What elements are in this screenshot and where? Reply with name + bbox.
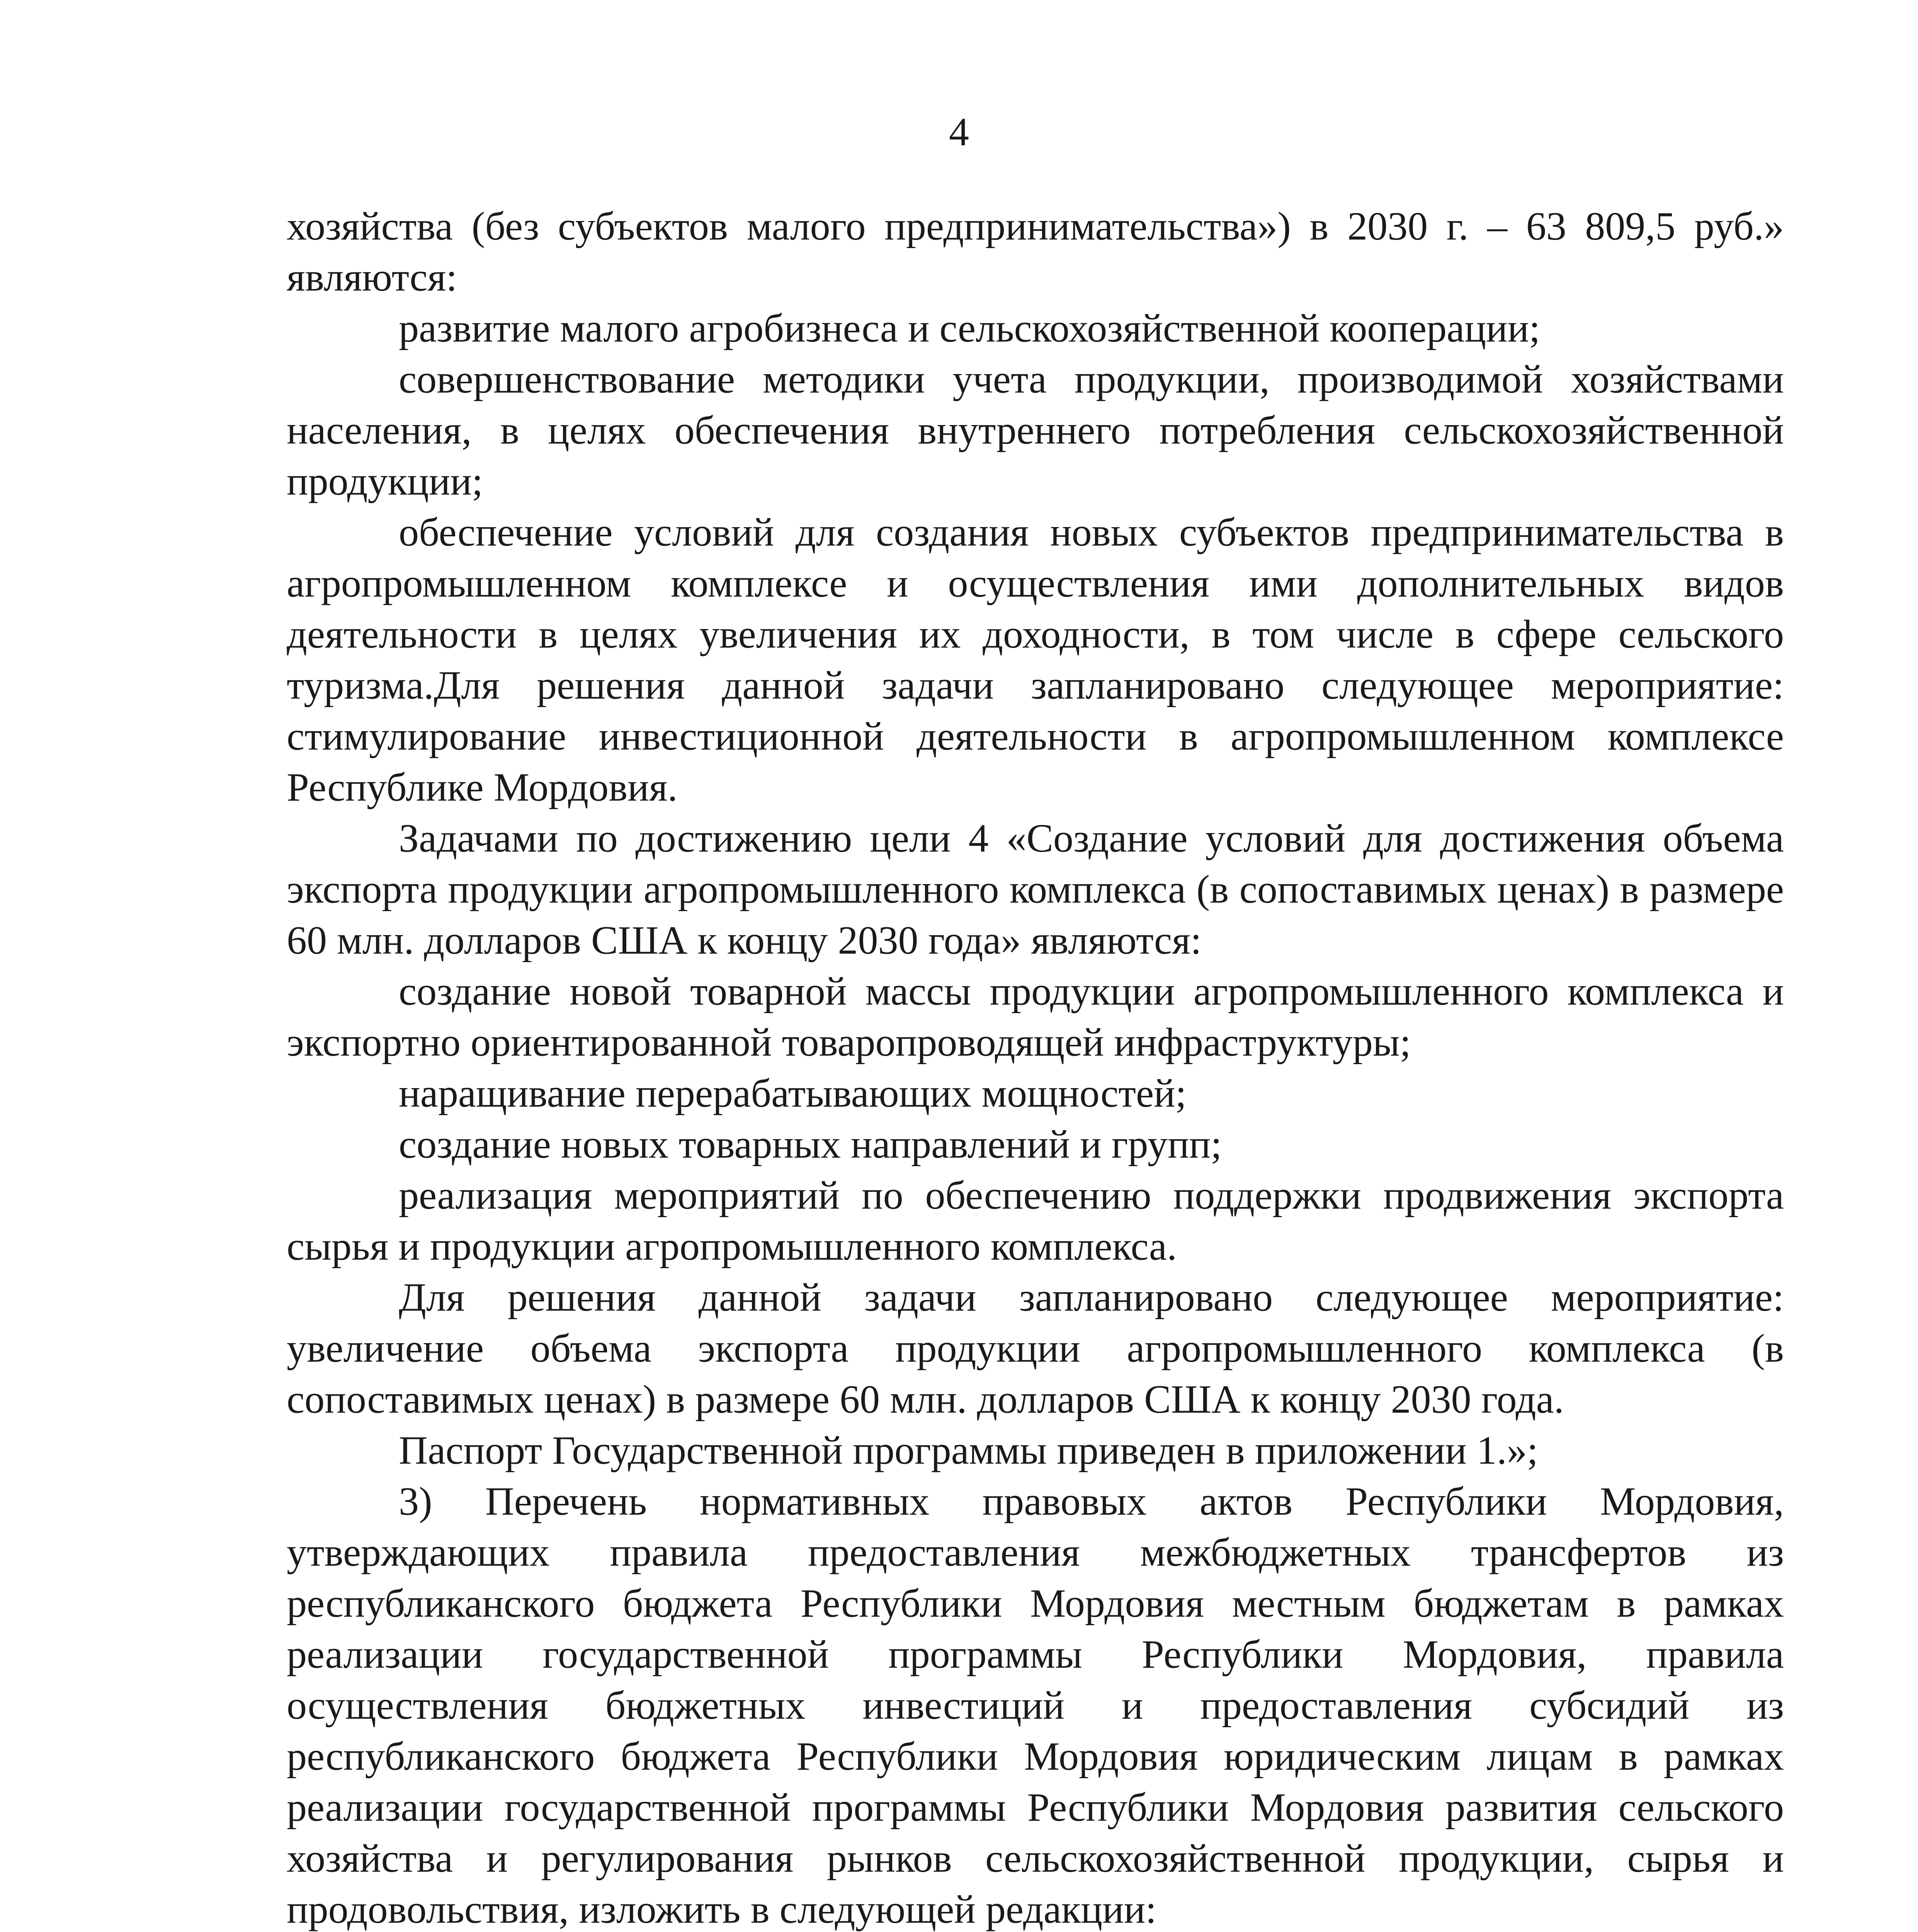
paragraph: реализация мероприятий по обеспечению поддержки продвижения экспорта сырья и продукции агропромышленного комплекса. — [287, 1173, 1784, 1269]
paragraph: создание новой товарной массы продукции агропромышленного комплекса и экспортно ориентированной товаропроводящей инфраструктуры; — [287, 969, 1784, 1065]
paragraph: развитие малого агробизнеса и сельскохозяйственной кооперации; — [399, 306, 1541, 350]
paragraph: 3) Перечень нормативных правовых актов Республики Мордовия, утверждающих правила предоставления межбюджетных трансфертов из республиканского бюджета Республики Мордовия местным бюджетам в рамках реализации государственной программы Республики Мордовия, правила осуществления бюджетных инвестиций и предоставления субсидий из республиканского бюджета Республики Мордовия юридическим лицам в рамках реализации государственной программы Республики Мордовия развития сельского хозяйства и регулирования рынков сельскохозяйственной продукции, сырья и продовольствия, изложить в следующей редакции: — [287, 1479, 1784, 1932]
paragraph: совершенствование методики учета продукции, производимой хозяйствами населения, в целях обеспечения внутреннего потребления сельскохозяйственной продукции; — [287, 357, 1784, 503]
page-number: 4 — [949, 110, 969, 154]
paragraph-continuation: хозяйства (без субъектов малого предпринимательства») в 2030 г. – 63 809,5 руб.» являются: — [287, 204, 1784, 299]
paragraph: Для решения данной задачи запланировано следующее мероприятие: увеличение объема экспорта продукции агропромышленного комплекса (в сопоставимых ценах) в размере 60 млн. долларов США к концу 2030 года. — [287, 1275, 1784, 1422]
paragraph: Задачами по достижению цели 4 «Создание условий для достижения объема экспорта продукции агропромышленного комплекса (в сопоставимых ценах) в размере 60 млн. долларов США к концу 2030 года» являются: — [287, 816, 1784, 963]
document-body — [287, 201, 1784, 1932]
paragraph: Паспорт Государственной программы приведен в приложении 1.»; — [399, 1428, 1538, 1473]
paragraph: создание новых товарных направлений и групп; — [399, 1122, 1222, 1167]
paragraph: наращивание перерабатывающих мощностей; — [399, 1071, 1187, 1116]
paragraph: обеспечение условий для создания новых субъектов предпринимательства в агропромышленном комплексе и осуществления ими дополнительных видов деятельности в целях увеличения их доходности, в том числе в сфере сельского туризма.Для решения данной задачи запланировано следующее мероприятие: стимулирование инвестиционной деятельности в агропромышленном комплексе Республике Мордовия. — [287, 510, 1784, 810]
